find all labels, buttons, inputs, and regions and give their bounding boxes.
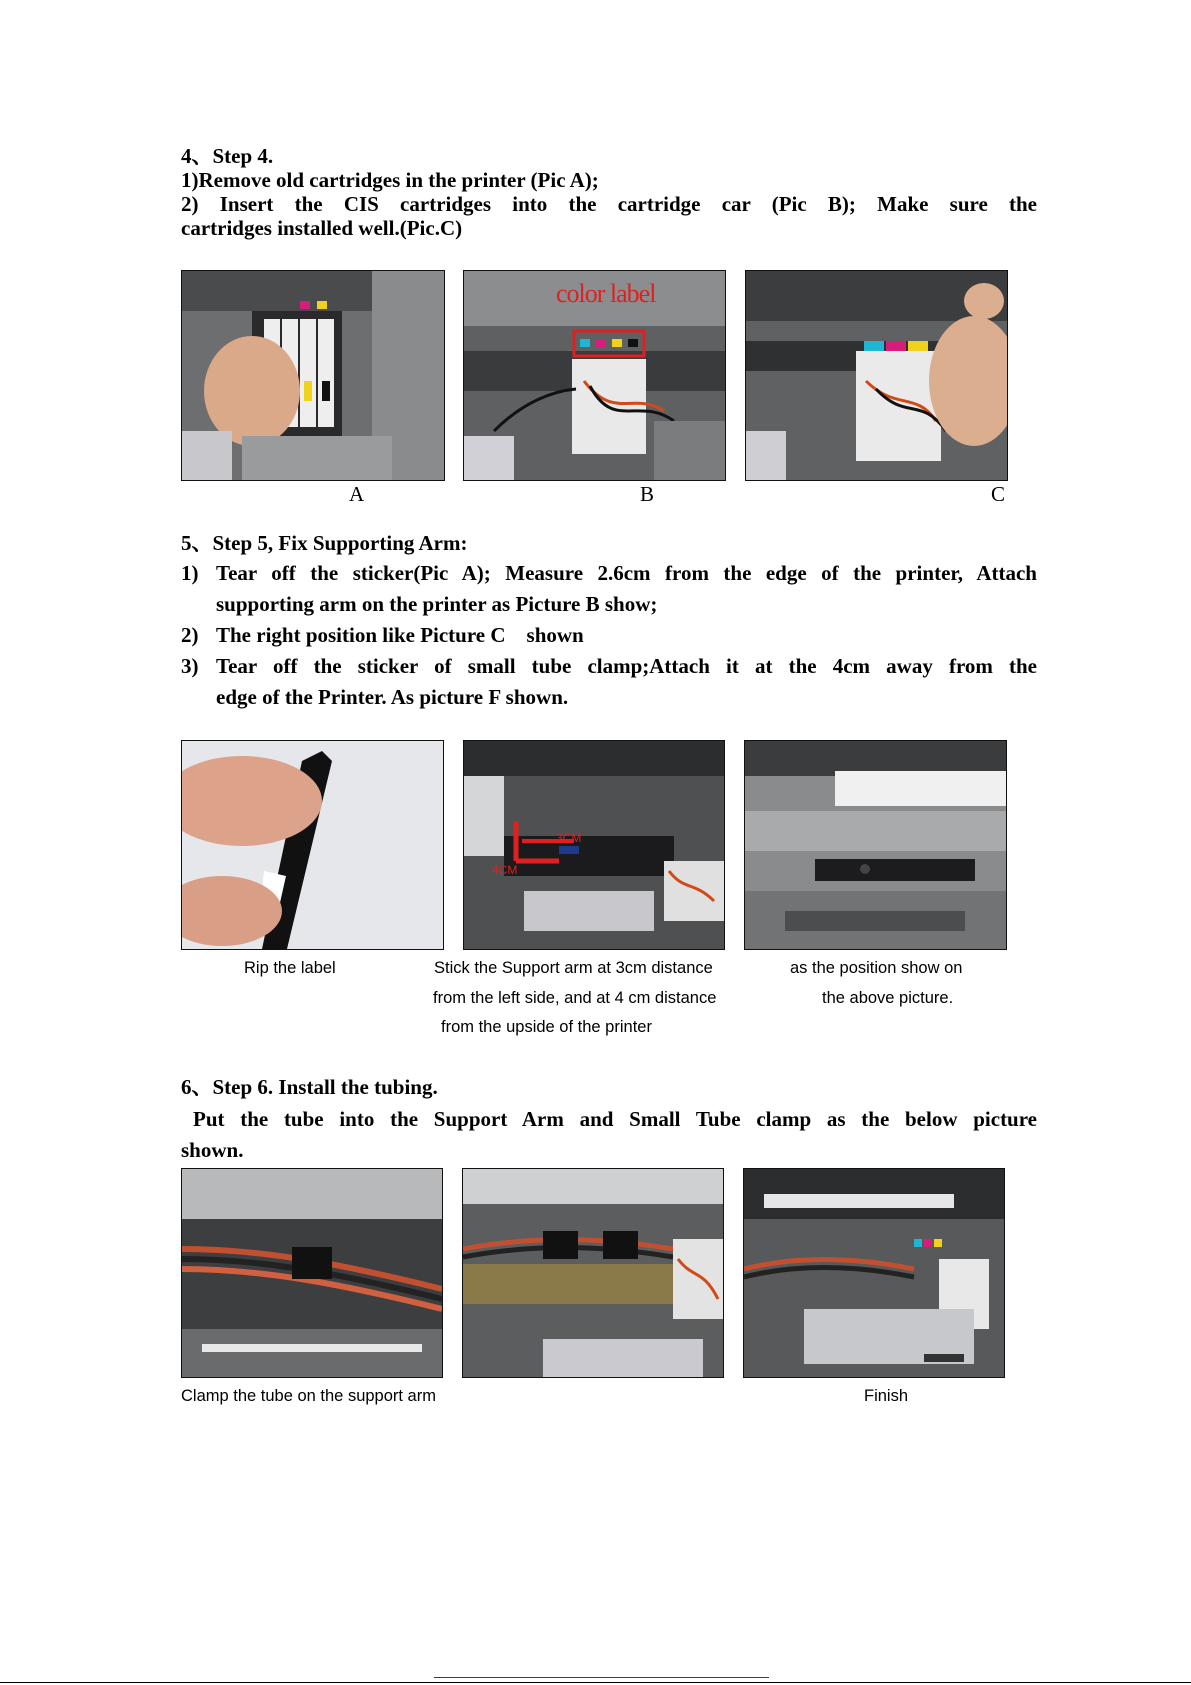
step4-line2a: 2) Insert the CIS cartridges into the cartridge car (Pic B); Make sure the <box>181 192 1037 216</box>
footer-rule <box>0 1682 1191 1683</box>
photo-finish <box>743 1168 1005 1378</box>
caption-stick-arm-line3: from the upside of the printer <box>441 1018 652 1036</box>
caption-finish: Finish <box>864 1387 909 1405</box>
photo-clamp-tube <box>181 1168 443 1378</box>
label-pic-b: B <box>640 482 655 506</box>
color-label-annotation: color label <box>556 279 656 308</box>
step6-line2: shown. <box>181 1138 244 1162</box>
step5-item3-line2: edge of the Printer. As picture F shown. <box>216 685 569 709</box>
step5-item1-line1: Tear off the sticker(Pic A); Measure 2.6cm from the edge of the printer, Attach <box>216 561 1037 585</box>
mark-4cm: 4CM <box>492 863 518 877</box>
mark-3cm: 3CM <box>556 831 582 845</box>
label-pic-a: A <box>349 482 365 506</box>
photo-stick-support-arm <box>463 740 725 950</box>
caption-position-line1: as the position show on <box>790 959 963 977</box>
photo-rip-label <box>181 740 444 950</box>
footer-link-underline[interactable] <box>434 1677 769 1678</box>
caption-stick-arm-line2: from the left side, and at 4 cm distance <box>433 989 717 1007</box>
caption-clamp-tube: Clamp the tube on the support arm <box>181 1387 436 1405</box>
step6-heading: 6、Step 6. Install the tubing. <box>181 1075 438 1099</box>
step6-line1: Put the tube into the Support Arm and Small Tube clamp as the below picture <box>193 1107 1037 1131</box>
photo-remove-cartridges <box>181 270 445 481</box>
photo-support-arm-position <box>744 740 1007 950</box>
step5-item3-line1: Tear off the sticker of small tube clamp;Attach it at the 4cm away from the <box>216 654 1037 678</box>
step5-item1-line2: supporting arm on the printer as Picture B show; <box>216 592 658 616</box>
step5-item2-line1: The right position like Picture C shown <box>216 623 584 647</box>
photo-tube-support-arm <box>462 1168 724 1378</box>
caption-position-line2: the above picture. <box>822 989 954 1007</box>
photo-insert-cis-cartridges <box>463 270 726 481</box>
step4-line2b: cartridges installed well.(Pic.C) <box>181 216 463 240</box>
caption-stick-arm-line1: Stick the Support arm at 3cm distance <box>434 959 713 977</box>
step5-item1-num: 1) <box>181 561 199 585</box>
photo-cartridges-installed <box>745 270 1008 481</box>
step5-heading: 5、Step 5, Fix Supporting Arm: <box>181 531 468 555</box>
step5-item3-num: 3) <box>181 654 199 678</box>
step4-line1: 1)Remove old cartridges in the printer (Pic A); <box>181 168 599 192</box>
step4-heading: 4、Step 4. <box>181 144 274 168</box>
step5-item2-num: 2) <box>181 623 199 647</box>
caption-rip-label: Rip the label <box>244 959 336 977</box>
label-pic-c: C <box>991 482 1006 506</box>
